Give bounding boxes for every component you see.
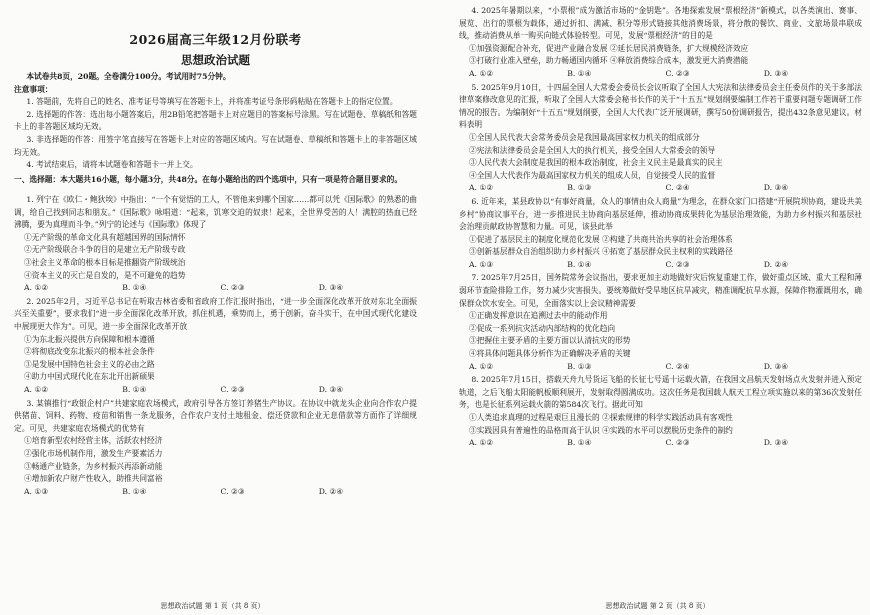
option-3: ③畅通产业链条，为乡村振兴再添新动能: [24, 461, 163, 471]
choice-d: D. ②④: [318, 486, 344, 496]
section-heading: 一、选择题：本大题共16小题，每小题3分，共48分。在每小题给出的四个选项中，只有一项是符合题目要求的。: [14, 174, 403, 184]
page-2: [445, 0, 870, 615]
choice-a: A. ①②: [24, 283, 49, 293]
question-stem: 7. 2025年7月25日，国务院常务会议指出，要求更加主动地做好灾后恢复重建工作，做好重点区域、重大工程和薄弱环节查险排险工作，努力减少灾害损失。要统筹做好受旱地区抗旱减灾，精准调配抗旱水源，保障作物灌溉用水，确保群众饮水安全。可见，全面落实以上会议精神需要: [459, 273, 862, 308]
answer-choices: [459, 437, 862, 450]
page-1: [0, 0, 425, 615]
choice-d: D. ②④: [763, 259, 789, 269]
answer-choices: [14, 282, 417, 295]
answer-choices: [14, 486, 417, 499]
subject-title: 思想政治试题: [181, 53, 250, 67]
choice-c: C. ②③: [665, 438, 690, 448]
choice-c: C. ②③: [665, 259, 690, 269]
question-8: [459, 374, 862, 450]
question-5: [459, 82, 862, 195]
choice-c: C. ②③: [220, 384, 245, 394]
option-1: ①为东北振兴提供方向保障和根本遵循: [24, 334, 155, 344]
option-row-2: ③打破行业准入壁垒，助力畅通国内循环 ④释放消费综合成本，激发更大消费潜能: [469, 56, 749, 66]
option-4: ④全国人大代表作为最高国家权力机关的组成人员，自觉接受人民的监督: [469, 170, 716, 180]
question-stem: 4. 2025年暑期以来，“小票根”成为激活市场的“金钥匙”。各地探索发展“票根经济”新模式，以各类演出、赛事、展览、出行的票根为载体，通过折扣、满减、积分等形式链接其他消费场景，将分散的餐饮、商业、文旅场景串联成线，推动消费从单一购买向链式体验转型。可见，发展“票根经济”的目的是: [459, 6, 862, 41]
answer-choices: [14, 384, 417, 397]
option-row-1: ①人类追求真理的过程是艰巨且漫长的 ②探索规律的科学实践活动具有客观性: [469, 413, 733, 422]
notice-1: 1. 答题前，先将自己的姓名、准考证号等填写在答题卡上，并将准考证号条形码粘贴在答题卡上的指定位置。: [26, 97, 398, 107]
question-stem: 3. 某镇推行“政银企村户”共建家庭农场模式，政府引导各方签订养猪生产协议。在协议中就龙头企业向合作农户提供猪苗、饲料、药物、疫苗和销售一条龙服务，合作农户支付土地租金、偿还贷款和企业无息借款等方面作了详细规定。可见，共建家庭农场模式的优势有: [14, 398, 417, 433]
question-3: [14, 398, 417, 499]
choice-a: A. ①②: [469, 68, 494, 78]
page-footer: 思想政治试题 第 1 页（共 8 页）: [160, 602, 265, 610]
choice-a: A. ①③: [469, 259, 494, 269]
question-6: [459, 196, 862, 272]
question-2: [14, 296, 417, 397]
option-3: ③人民代表大会制度是我国的根本政治制度，社会主义民主是最真实的民主: [469, 158, 723, 168]
choice-b: B. ①④: [567, 259, 592, 269]
option-4: ④将具体问题具体分析作为正确解决矛盾的关键: [469, 349, 631, 359]
option-2: ②宪法和法律委员会是全国人大的执行机关，接受全国人大常委会的领导: [469, 145, 716, 155]
choice-b: B. ①④: [122, 384, 147, 394]
option-4: ④资本主义的灭亡是自发的，是不可避免的趋势: [24, 270, 186, 280]
choice-b: B. ①④: [567, 438, 592, 448]
answer-choices: [459, 68, 862, 81]
exam-title: 2026届高三年级12月份联考: [129, 32, 302, 47]
choice-a: A. ①③: [24, 486, 49, 496]
choice-d: D. ③④: [318, 384, 344, 394]
notice-2: 2. 选择题的作答：选出每小题答案后，用2B铅笔把答题卡上对应题目的答案标号涂黑。写在试题卷、草稿纸和答题卡上的非答题区域均无效。: [14, 109, 417, 132]
choice-b: B. ①③: [567, 361, 592, 371]
choice-b: B. ①④: [122, 486, 147, 496]
option-1: ①全国人民代表大会常务委员会是我国最高国家权力机关的组成部分: [469, 132, 700, 142]
question-7: [459, 272, 862, 373]
answer-choices: [459, 259, 862, 272]
option-2: ②无产阶级联合斗争的目的是建立无产阶级专政: [24, 245, 186, 255]
question-stem: 2. 2025年2月，习近平总书记在听取吉林省委和省政府工作汇报时指出，“进一步全面深化改革开放对东北全面振兴至关重要”，要求我们“进一步全面深化改革开放，抓住机遇，乘势而上，勇于创新，奋斗实干，在中国式现代化建设中展现更大作为”。可见，进一步全面深化改革开放: [14, 296, 417, 331]
question-1: [14, 194, 417, 295]
choice-a: A. ①②: [469, 361, 494, 371]
option-2: ②强化市场机制作用，激发生产要素活力: [24, 448, 163, 458]
choice-a: A. ①②: [469, 438, 494, 448]
question-4: [459, 5, 862, 81]
choice-b: B. ①③: [567, 183, 592, 193]
question-stem: 5. 2025年9月10日，十四届全国人大常委会委员长会议听取了全国人大宪法和法律委员会主任委员作的关于多部法律草案修改意见的汇报，听取了全国人大常委会秘书长作的关于“十五五”规划纲要编制工作若干重要问题专题调研工作情况的报告。为编制好“十五五”规划纲要，全国人大代表广泛开展调研，撰写50份调研报告，提出432条意见建议。材料表明: [459, 82, 862, 130]
choice-d: D. ③④: [318, 283, 344, 293]
option-1: ①无产阶级的革命文化具有超越国界的国际情怀: [24, 232, 186, 242]
choice-d: D. ③④: [763, 183, 789, 193]
option-row-2: ③创新基层群众自治组织助力乡村振兴 ④拓宽了基层群众民主权利的实践路径: [469, 247, 733, 257]
option-row-1: ①加强资源配合补充，促进产业融合发展 ②延长居民消费链条，扩大规模经济效应: [469, 43, 749, 53]
option-3: ③把握住主要矛盾的主要方面以认清抗灾的形势: [469, 336, 631, 346]
choice-a: A. ①②: [24, 384, 49, 394]
option-2: ②将彻底改变东北振兴的根本社会条件: [24, 347, 155, 357]
option-3: ③社会主义革命的根本目标是推翻资产阶级统治: [24, 258, 186, 267]
choice-c: C. ②③: [220, 486, 245, 496]
option-1: ①培育新型农村经营主体，活跃农村经济: [24, 436, 163, 446]
answer-choices: [459, 182, 862, 195]
question-stem: 8. 2025年7月15日，搭载天舟九号货运飞船的长征七号遥十运载火箭，在我国文昌航天发射场点火发射并进入预定轨道，之后飞船太阳能帆板顺利展开，发射取得圆满成功。这次任务是我国载人航天工程立项实施以来的第36次发射任务，也是长征系列运载火箭的第584次飞行。据此可知: [459, 375, 862, 410]
option-2: ②促成一系列抗灾活动内部结构的优化趋向: [469, 323, 616, 333]
choice-d: D. ③④: [763, 68, 789, 78]
option-1: ①正确发挥意识在追溯过去中的能动作用: [469, 311, 608, 321]
choice-d: D. ③④: [763, 438, 789, 448]
choice-d: D. ③④: [763, 361, 789, 371]
choice-c: C. ②④: [665, 361, 690, 371]
exam-intro: 本试卷共8页，20题。全卷满分100分。考试用时75分钟。: [26, 72, 231, 81]
question-stem: 1. 列宁在《欧仁・鲍狄埃》中指出：“一个有觉悟的工人，不管他来到哪个国家……都可以凭《国际歌》的熟悉的曲调，给自己找到同志和朋友。”《国际歌》咏唱道：“起来，饥寒交迫的奴隶！起来，全世界受苦的人！满腔的热血已经沸腾，要为真理而斗争。”列宁的论述与《国际歌》体现了: [14, 195, 417, 230]
choice-c: C. ②④: [665, 183, 690, 193]
option-4: ④增加新农户财产性收入，助推共同富裕: [24, 474, 163, 484]
answer-choices: [459, 361, 862, 374]
choice-a: A. ①②: [469, 183, 494, 193]
choice-c: C. ②③: [665, 68, 690, 78]
option-row-1: ①促进了基层民主的制度化规范化发展 ②构建了共商共治共享的社会治理体系: [469, 234, 733, 244]
question-stem: 6. 近年来，某县政协以“有事好商量，众人的事情由众人商量”为理念，在群众家门口搭建“开展院坝协商，建设共美乡村”协商议事平台，进一步推进民主协商向基层延伸，推动协商成果转化为基层治理效能，为助力乡村振兴和基层社会治理贡献政协智慧和力量。可见，该县此举: [459, 196, 862, 232]
choice-c: C. ②③: [220, 283, 245, 293]
choice-b: B. ①④: [122, 283, 147, 293]
option-3: ③是发展中国特色社会主义的必由之路: [24, 359, 155, 369]
notice-4: 4. 考试结束后，请将本试题卷和答题卡一并上交。: [26, 160, 198, 170]
option-4: ④助力中国式现代化在东北开出新硕果: [24, 372, 155, 382]
notice-title: 注意事项：: [14, 84, 53, 94]
option-row-2: ③实践因具有普遍性的品格而高于认识 ④实践的水平可以摆脱历史条件的制约: [469, 425, 733, 435]
page-footer: 思想政治试题 第 2 页（共 8 页）: [605, 602, 710, 610]
choice-b: B. ①④: [567, 68, 592, 78]
notice-3: 3. 非选择题的作答：用签字笔直接写在答题卡上对应的答题区域内。写在试题卷、草稿纸和答题卡上的非答题区域均无效。: [14, 134, 417, 157]
